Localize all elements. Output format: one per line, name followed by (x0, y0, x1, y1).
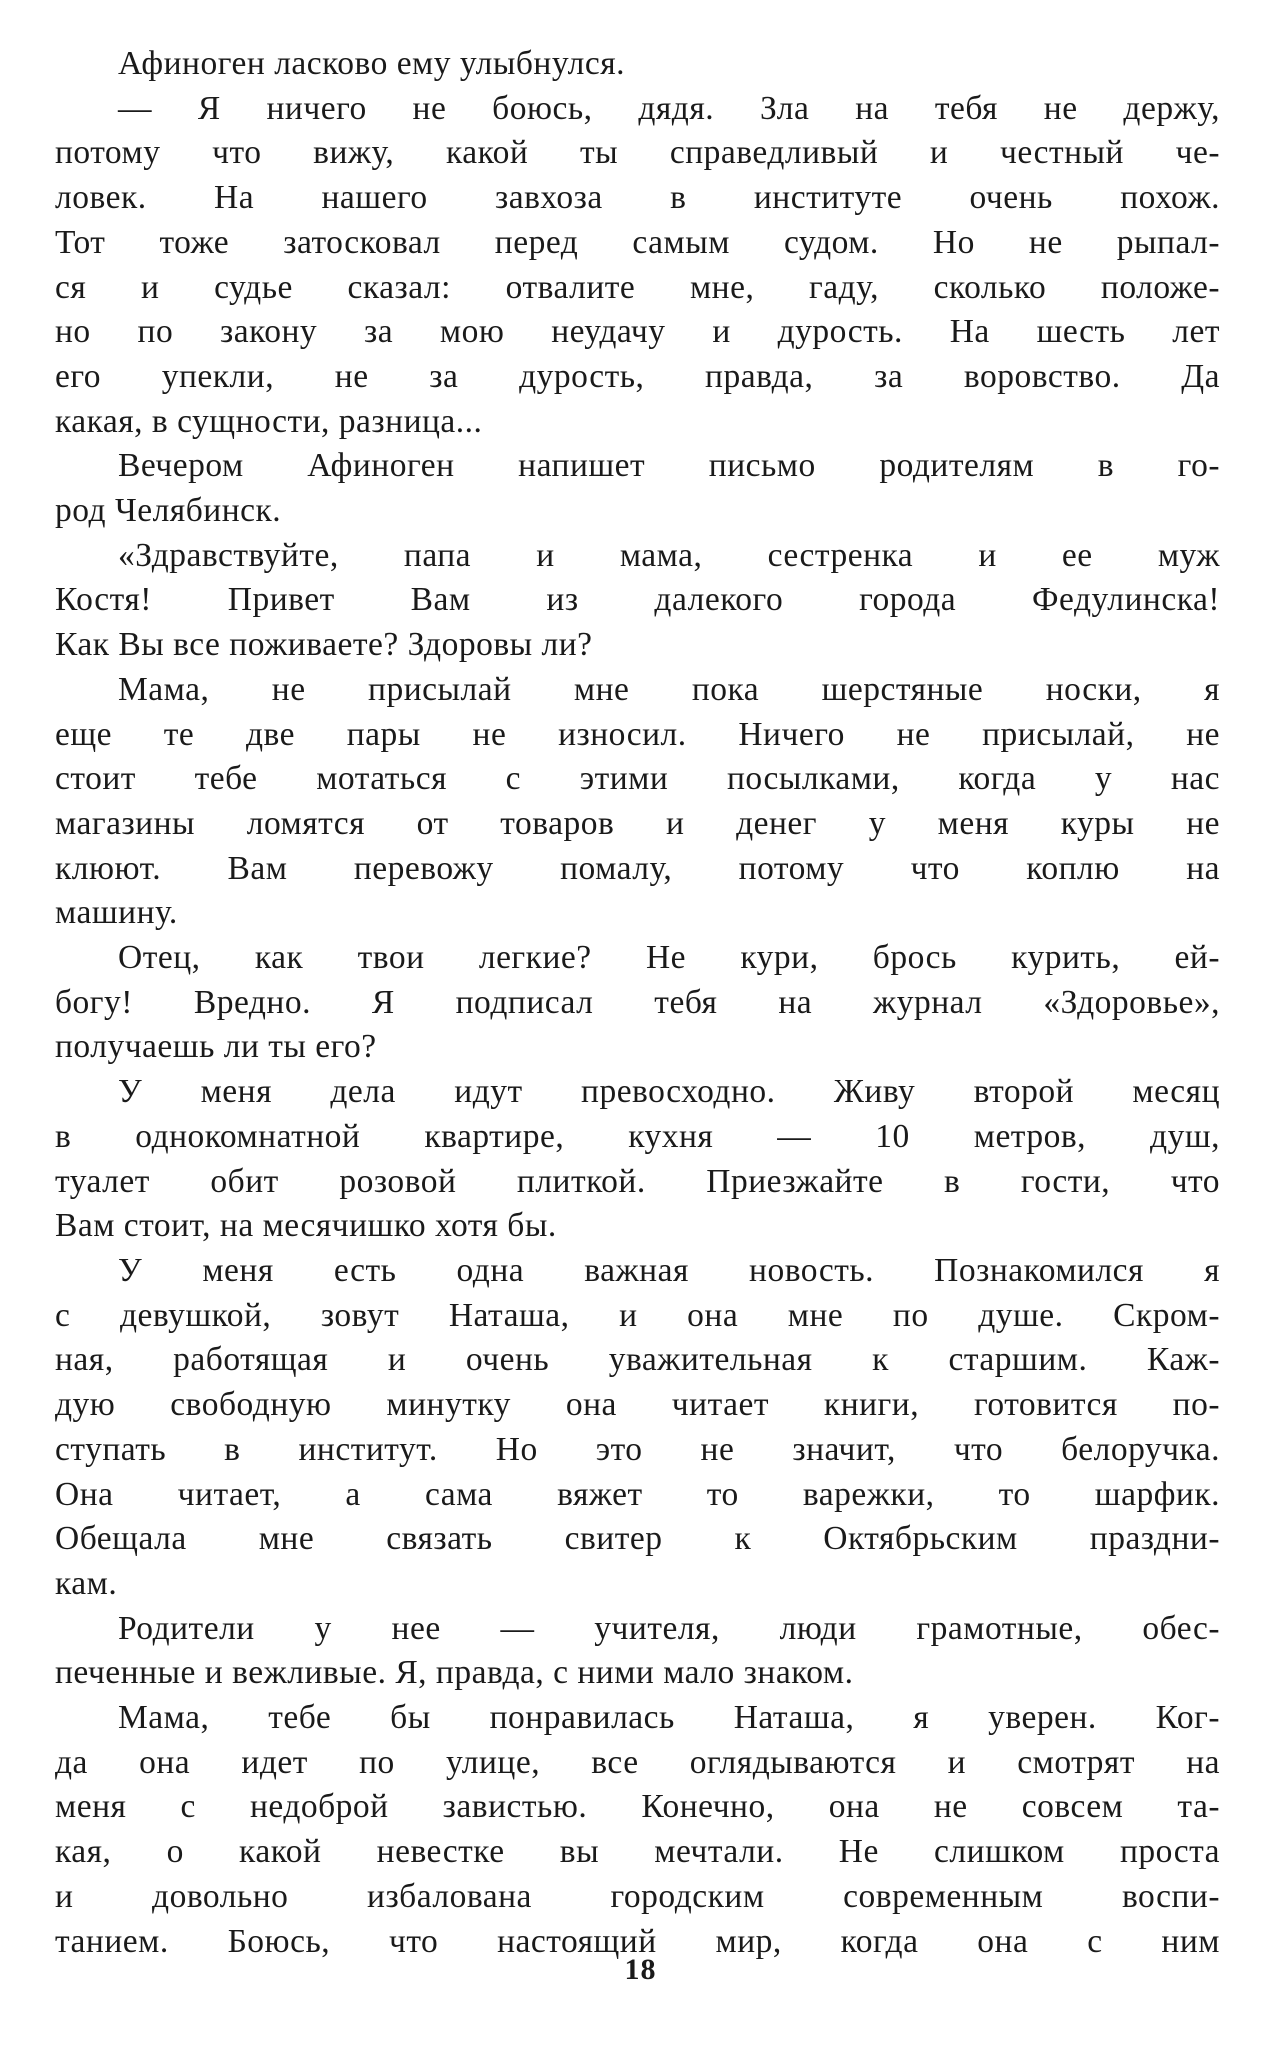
text-line: дую свободную минутку она читает книги, готовится по- (55, 1386, 1220, 1424)
text-line: Мама, не присылай мне пока шерстяные носки, я (118, 670, 1220, 708)
text-line: Костя! Привет Вам из далекого города Федулинска! (55, 581, 1220, 619)
text-line: магазины ломятся от товаров и денег у меня куры не (55, 804, 1220, 842)
text-line: У меня есть одна важная новость. Познакомился я (118, 1251, 1220, 1289)
text-line: Мама, тебе бы понравилась Наташа, я уверен. Ког- (118, 1699, 1220, 1737)
text-line: Как Вы все поживаете? Здоровы ли? (55, 626, 593, 664)
text-line: Вам стоит, на месячишко хотя бы. (55, 1207, 557, 1245)
text-line: Родители у нее — учителя, люди грамотные, обес- (118, 1609, 1220, 1647)
text-line: туалет обит розовой плиткой. Приезжайте в гости, что (55, 1162, 1220, 1200)
text-line: кая, о какой невестке вы мечтали. Не слишком проста (55, 1833, 1220, 1871)
text-line: меня с недоброй завистью. Конечно, она не совсем та- (55, 1788, 1220, 1826)
text-line: Тот тоже затосковал перед самым судом. Но не рыпал- (55, 223, 1220, 261)
text-line: машину. (55, 894, 178, 932)
text-line: потому что вижу, какой ты справедливый и честный че- (55, 134, 1220, 172)
text-line: У меня дела идут превосходно. Живу второй месяц (118, 1073, 1220, 1111)
text-line: да она идет по улице, все оглядываются и смотрят на (55, 1743, 1220, 1781)
text-line: ся и судье сказал: отвалите мне, гаду, сколько положе- (55, 268, 1220, 306)
text-line: ловек. На нашего завхоза в институте очень похож. (55, 179, 1220, 217)
text-line: род Челябинск. (55, 492, 282, 530)
text-line: получаешь ли ты его? (55, 1028, 377, 1066)
text-line: еще те две пары не износил. Ничего не присылай, не (55, 715, 1220, 753)
text-line: но по закону за мою неудачу и дурость. На шесть лет (55, 313, 1220, 351)
text-line: Афиноген ласково ему улыбнулся. (118, 45, 626, 82)
text-line: «Здравствуйте, папа и мама, сестренка и ее муж (118, 536, 1220, 574)
text-line: Она читает, а сама вяжет то варежки, то шарфик. (55, 1475, 1220, 1513)
text-line: печенные и вежливые. Я, правда, с ними мало знаком. (55, 1654, 854, 1692)
page-number: 18 (624, 1953, 657, 1986)
text-line: ная, работящая и очень уважительная к старшим. Каж- (55, 1341, 1220, 1379)
text-line: богу! Вредно. Я подписал тебя на журнал «Здоровье», (55, 983, 1220, 1021)
text-line: Обещала мне связать свитер к Октябрьским праздни- (55, 1520, 1220, 1558)
text-line: кам. (55, 1564, 118, 1602)
text-line: Отец, как твои легкие? Не кури, брось курить, ей- (118, 939, 1220, 977)
text-line: стоит тебе мотаться с этими посылками, когда у нас (55, 760, 1220, 798)
body-text (55, 42, 1220, 1964)
text-line: танием. Боюсь, что настоящий мир, когда она с ним (55, 1922, 1220, 1960)
text-line: — Я ничего не боюсь, дядя. Зла на тебя не держу, (118, 89, 1220, 127)
text-line: его упекли, не за дурость, правда, за воровство. Да (55, 357, 1220, 395)
text-line: клюют. Вам перевожу помалу, потому что коплю на (55, 849, 1220, 887)
text-line: с девушкой, зовут Наташа, и она мне по душе. Скром- (55, 1296, 1220, 1334)
text-line: в однокомнатной квартире, кухня — 10 метров, душ, (55, 1117, 1220, 1155)
text-line: Вечером Афиноген напишет письмо родителям в го- (118, 447, 1220, 485)
text-line: и довольно избалована городским современным воспи- (55, 1877, 1220, 1915)
text-line: ступать в институт. Но это не значит, что белоручка. (55, 1430, 1220, 1468)
text-line: какая, в сущности, разница... (55, 402, 483, 440)
